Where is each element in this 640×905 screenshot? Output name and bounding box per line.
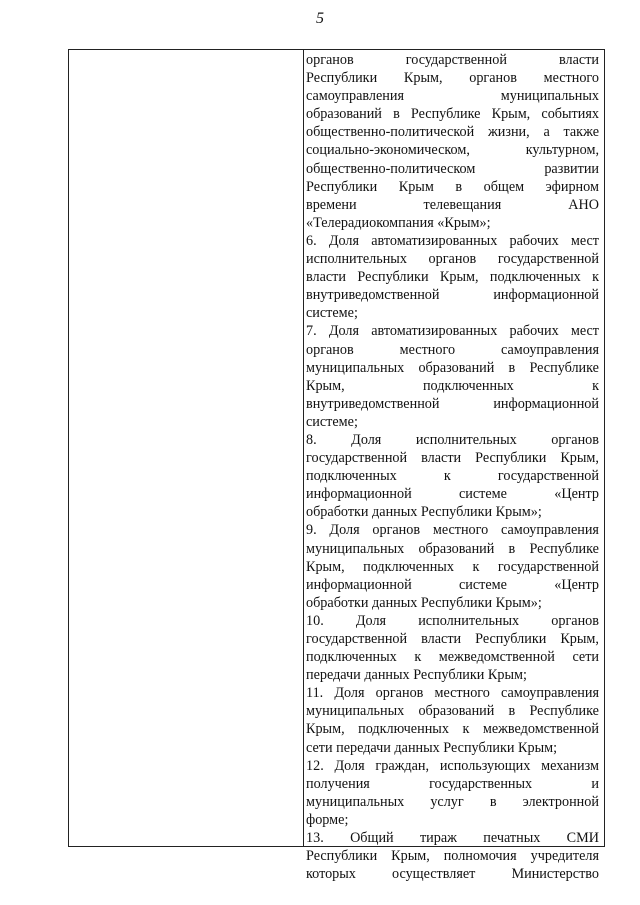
word: Республики xyxy=(475,631,547,647)
text-line xyxy=(306,141,599,159)
word: исполнительных xyxy=(415,431,517,448)
text-line xyxy=(306,793,599,811)
text-line xyxy=(306,431,599,449)
word: подключенных xyxy=(363,558,454,575)
word: эфирном xyxy=(545,178,599,195)
word: печатных xyxy=(483,830,541,847)
word: образований xyxy=(418,540,495,557)
text-line xyxy=(306,775,599,793)
text-line xyxy=(306,757,599,775)
word: к xyxy=(443,468,451,485)
word: которых xyxy=(306,866,356,883)
word: 12. xyxy=(306,757,324,774)
word: Республики xyxy=(306,848,378,865)
word: исполнительных xyxy=(306,251,407,268)
text-line xyxy=(306,160,599,178)
word: времени xyxy=(306,196,357,213)
text-line xyxy=(306,214,599,232)
text-line xyxy=(306,304,599,322)
word: социально-экономическом, xyxy=(306,142,470,159)
word: подключенных xyxy=(489,269,581,286)
word: внутриведомственной xyxy=(306,395,440,412)
text-line xyxy=(306,69,599,87)
word: сети передачи данных Республики Крым; xyxy=(306,739,558,756)
word: Крым, xyxy=(439,269,479,286)
word: Доля xyxy=(329,522,360,539)
word: автоматизированных xyxy=(371,232,498,249)
word: информационной xyxy=(306,576,412,593)
word: органов xyxy=(551,612,599,629)
word: в xyxy=(508,359,516,376)
word: государственной xyxy=(497,251,599,268)
word: органов xyxy=(306,341,354,358)
word: муниципальных xyxy=(306,359,405,376)
text-line xyxy=(306,702,599,720)
word: государственной xyxy=(306,450,408,467)
word: Крым, xyxy=(560,450,599,467)
word: к xyxy=(462,721,470,738)
text-line xyxy=(306,612,599,630)
text-line xyxy=(306,503,599,521)
word: 6. xyxy=(306,232,317,249)
text-line xyxy=(306,865,599,883)
text-line xyxy=(306,720,599,738)
word: самоуправления xyxy=(501,341,599,358)
word: государственной xyxy=(497,558,599,575)
word: форме; xyxy=(306,811,349,828)
word: событиях xyxy=(541,106,599,123)
word: муниципальных xyxy=(306,540,405,557)
word: общественно-политической xyxy=(306,124,475,141)
word: рабочих xyxy=(509,323,559,340)
word: Доля xyxy=(328,232,360,249)
word: 8. xyxy=(306,431,317,448)
word: СМИ xyxy=(566,830,599,847)
word: Крым, xyxy=(491,106,531,123)
word: учредителя xyxy=(530,848,599,865)
word: Республике xyxy=(529,703,599,720)
word: информационной xyxy=(306,486,412,503)
text-line xyxy=(306,576,599,594)
word: местного xyxy=(543,70,599,87)
word: 9. xyxy=(306,522,317,539)
word: в xyxy=(393,106,400,123)
word: Крым xyxy=(398,178,434,195)
word: тираж xyxy=(419,830,457,847)
word: Республики xyxy=(475,450,547,467)
word: власти xyxy=(421,631,462,647)
word: Доля xyxy=(334,685,365,702)
word: внутриведомственной xyxy=(306,287,440,304)
word: в xyxy=(489,793,497,810)
column-divider xyxy=(303,50,304,846)
text-line xyxy=(306,359,599,377)
text-line xyxy=(306,449,599,467)
word: образований xyxy=(306,106,382,123)
word: Крым, xyxy=(560,631,599,647)
word: полномочия xyxy=(443,848,517,865)
text-line xyxy=(306,395,599,413)
word: культурном, xyxy=(525,142,599,159)
word: к xyxy=(414,649,422,666)
word: «Телерадиокомпания «Крым»; xyxy=(306,214,491,231)
word: самоуправления xyxy=(500,522,599,539)
text-line xyxy=(306,196,599,214)
word: власти xyxy=(559,52,599,68)
text-line xyxy=(306,847,599,865)
text-line xyxy=(306,739,599,757)
word: 7. xyxy=(306,323,317,340)
text-line xyxy=(306,322,599,340)
word: подключенных xyxy=(306,468,397,485)
text-line xyxy=(306,87,599,105)
page-number: 5 xyxy=(316,10,324,27)
word: межведомственной xyxy=(438,649,555,666)
text-line xyxy=(306,250,599,268)
word: органов xyxy=(306,52,354,68)
word: к xyxy=(592,377,599,394)
word: власти xyxy=(306,269,346,286)
text-line xyxy=(306,467,599,485)
word: к xyxy=(592,269,599,286)
word: сети xyxy=(572,649,599,666)
word: развитии xyxy=(544,160,599,177)
text-line xyxy=(306,377,599,395)
word: Республики xyxy=(357,269,429,286)
word: Республике xyxy=(410,106,481,123)
word: а xyxy=(543,124,550,141)
word: образований xyxy=(418,359,495,376)
text-line xyxy=(306,630,599,648)
word: информационной xyxy=(493,395,599,412)
word: передачи данных Республики Крым; xyxy=(306,667,527,684)
text-line xyxy=(306,811,599,829)
word: «Центр xyxy=(554,486,599,503)
text-line xyxy=(306,268,599,286)
word: Крым, xyxy=(391,848,430,865)
word: муниципальных xyxy=(306,793,405,810)
word: исполнительных xyxy=(418,612,520,629)
word: «Центр xyxy=(554,576,599,593)
word: 10. xyxy=(306,612,324,629)
word: граждан, xyxy=(375,757,430,774)
word: получения xyxy=(306,775,370,792)
text-line xyxy=(306,341,599,359)
word: к xyxy=(472,558,480,575)
word: жизни, xyxy=(487,124,530,141)
word: подключенных xyxy=(422,377,514,394)
word: механизм xyxy=(541,757,599,774)
word: органов xyxy=(469,70,517,87)
word: Республике xyxy=(529,540,599,557)
word: Республике xyxy=(529,359,599,376)
word: системе; xyxy=(306,413,358,430)
word: государственной xyxy=(497,468,599,485)
word: муниципальных xyxy=(500,88,599,105)
text-line xyxy=(306,648,599,666)
word: Крым, xyxy=(306,377,345,394)
text-line xyxy=(306,286,599,304)
word: Доля xyxy=(328,323,360,340)
word: 11. xyxy=(306,685,324,702)
word: системе xyxy=(459,576,507,593)
text-line xyxy=(306,51,599,69)
word: обработки данных Республики Крым»; xyxy=(306,504,542,521)
word: Республики xyxy=(306,70,378,87)
text-line xyxy=(306,485,599,503)
text-line xyxy=(306,829,599,847)
word: местного xyxy=(434,685,490,702)
text-line xyxy=(306,684,599,702)
word: самоуправления xyxy=(501,685,599,702)
word: общем xyxy=(483,178,525,195)
word: межведомственной xyxy=(482,721,599,738)
word: автоматизированных xyxy=(371,323,498,340)
word: Крым, xyxy=(306,721,345,738)
word: местного xyxy=(399,341,456,358)
word: местного xyxy=(432,522,489,539)
word: также xyxy=(563,124,599,141)
word: самоуправления xyxy=(306,88,404,105)
text-line xyxy=(306,666,599,684)
text-line xyxy=(306,232,599,250)
right-cell-text xyxy=(306,51,599,883)
word: общественно-политическом xyxy=(306,160,476,177)
word: Доля xyxy=(351,431,382,448)
word: Крым, xyxy=(306,558,345,575)
word: системе xyxy=(459,486,507,503)
word: Общий xyxy=(350,830,394,847)
word: органов xyxy=(375,685,424,702)
word: власти xyxy=(421,450,462,467)
word: услуг xyxy=(430,793,464,810)
text-line xyxy=(306,540,599,558)
word: обработки данных Республики Крым»; xyxy=(306,594,542,611)
text-line xyxy=(306,594,599,612)
word: мест xyxy=(570,232,599,249)
word: в xyxy=(508,540,516,557)
word: информационной xyxy=(493,287,599,304)
word: государственных xyxy=(429,775,533,792)
word: Крым, xyxy=(403,70,443,87)
word: органов xyxy=(551,431,599,448)
word: подключенных xyxy=(358,721,449,738)
word: подключенных xyxy=(306,649,397,666)
word: электронной xyxy=(522,793,599,810)
word: телевещания xyxy=(423,196,502,213)
word: Республики xyxy=(306,178,378,195)
word: осуществляет xyxy=(392,866,476,883)
word: в xyxy=(508,703,516,720)
word: АНО xyxy=(568,196,599,213)
text-line xyxy=(306,521,599,539)
word: государственной xyxy=(306,631,408,647)
word: использующих xyxy=(439,757,531,774)
word: мест xyxy=(570,323,599,340)
table xyxy=(68,49,605,883)
text-line xyxy=(306,413,599,431)
word: 13. xyxy=(306,830,324,847)
word: в xyxy=(455,178,463,195)
word: образований xyxy=(418,703,495,720)
word: системе; xyxy=(306,305,358,322)
text-line xyxy=(306,178,599,196)
word: государственной xyxy=(405,52,507,68)
word: органов xyxy=(372,522,421,539)
word: Министерство xyxy=(511,866,599,883)
text-line xyxy=(306,558,599,576)
word: органов xyxy=(428,251,477,268)
word: Доля xyxy=(334,757,365,774)
word: муниципальных xyxy=(306,703,405,720)
word: и xyxy=(591,775,599,792)
word: рабочих xyxy=(509,232,559,249)
text-line xyxy=(306,105,599,123)
word: Доля xyxy=(355,612,387,629)
text-line xyxy=(306,123,599,141)
